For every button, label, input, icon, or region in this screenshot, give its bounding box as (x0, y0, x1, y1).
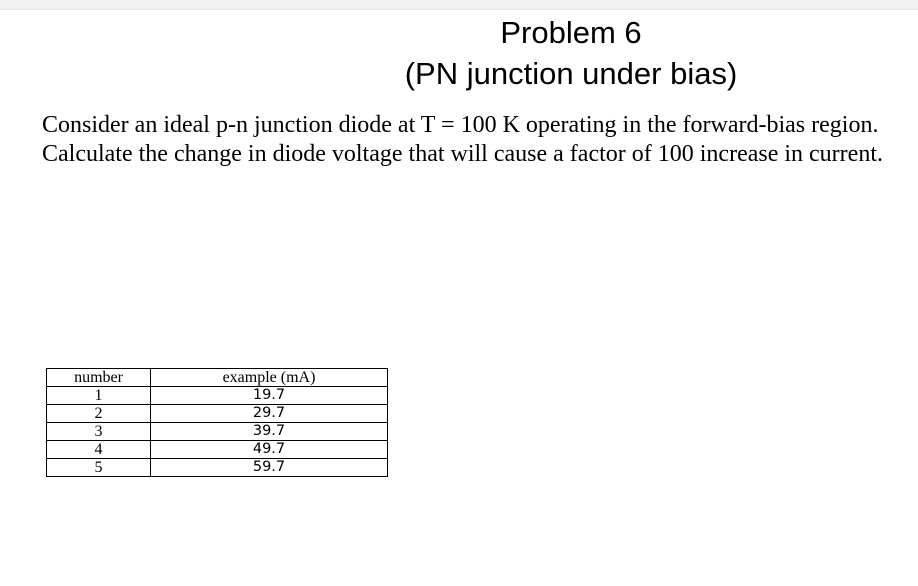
row-example-value: 39.7 (151, 423, 388, 441)
table-row (47, 405, 388, 423)
header-number: number (47, 369, 151, 387)
row-example-value: 19.7 (151, 387, 388, 405)
row-number: 4 (47, 441, 151, 459)
problem-statement: Consider an ideal p-n junction diode at T = 100 K operating in the forward-bias region. Calculate the change in diode voltage that will cause a factor of 100 increase in current. (42, 112, 883, 167)
page-subtitle: (PN junction under bias) (404, 56, 738, 91)
top-border-strip (0, 0, 918, 10)
row-number: 1 (47, 387, 151, 405)
example-data-table (46, 368, 388, 477)
header-example: example (mA) (151, 369, 388, 387)
table-header-row (47, 369, 388, 387)
page-title: Problem 6 (500, 15, 642, 50)
table-row (47, 459, 388, 477)
row-example-value: 59.7 (151, 459, 388, 477)
table-row (47, 423, 388, 441)
row-number: 2 (47, 405, 151, 423)
table-row (47, 441, 388, 459)
row-number: 3 (47, 423, 151, 441)
row-example-value: 29.7 (151, 405, 388, 423)
table-row (47, 387, 388, 405)
row-number: 5 (47, 459, 151, 477)
row-example-value: 49.7 (151, 441, 388, 459)
